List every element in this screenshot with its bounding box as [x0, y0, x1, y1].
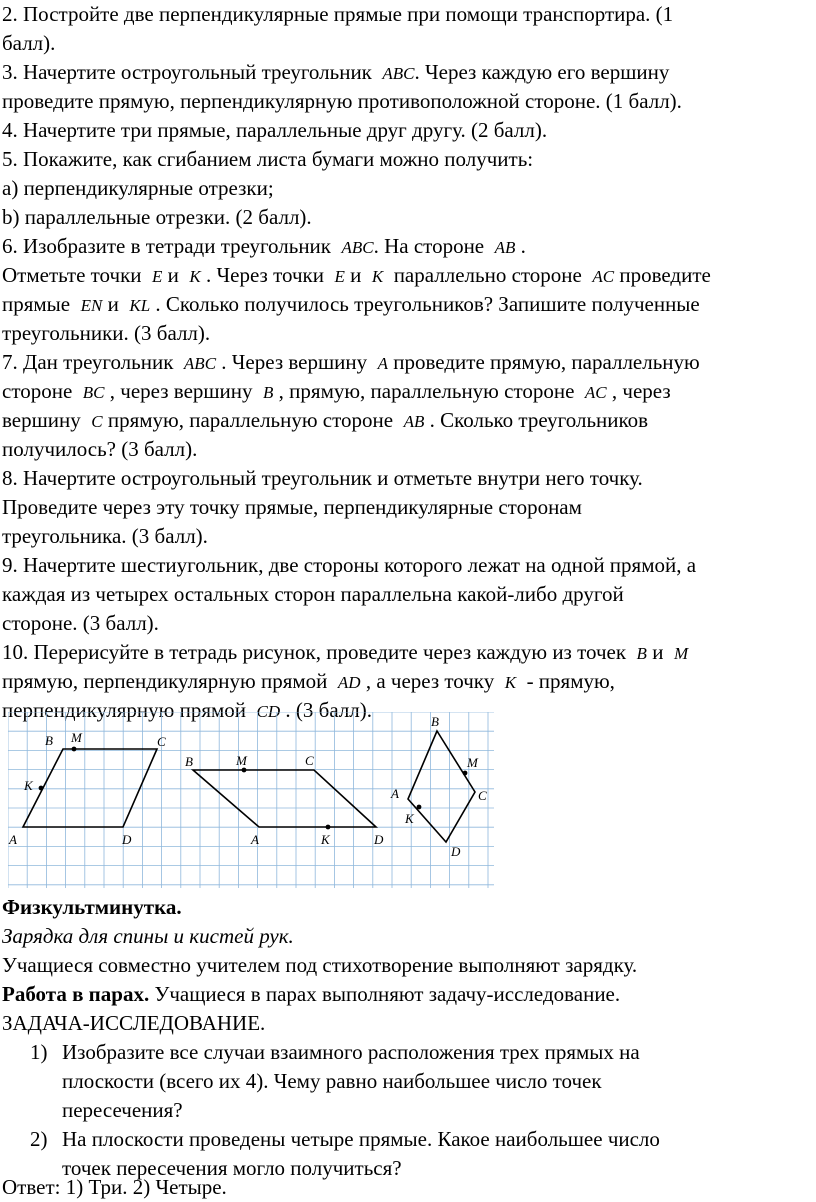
label-a: A — [251, 832, 259, 847]
point-k-dot — [39, 786, 44, 791]
label-c: C — [157, 734, 166, 749]
trapezoid-abcd — [193, 770, 376, 827]
exercise-text: Учащиеся совместно учителем под стихотворение выполняют зарядку. — [2, 953, 638, 977]
figure-2-trapezoid — [185, 753, 384, 847]
task-9-line-1: 9. Начертите шестиугольник, две стороны которого лежат на одной прямой, а — [2, 553, 697, 577]
label-c: C — [478, 788, 487, 803]
label-b: B — [185, 754, 193, 769]
research-item-2-line-1: На плоскости проведены четыре прямые. Какое наибольшее число — [62, 1127, 660, 1151]
research-item-2-line-2: точек пересечения могло получиться? — [62, 1156, 402, 1180]
research-item-1-line-3: пересечения? — [62, 1098, 183, 1122]
task-10-line-1: 10. Перерисуйте в тетрадь рисунок, проведите через каждую из точек B и M — [2, 640, 689, 664]
task-7-line-3: вершину C прямую, параллельную стороне AB . Сколько треугольников — [2, 408, 649, 432]
task-7-line-1: 7. Дан треугольник ABC . Через вершину A проведите прямую, параллельную — [2, 350, 700, 374]
research-item-2-number: 2) — [30, 1127, 48, 1151]
rhombus-abcd — [408, 731, 475, 842]
task-3-line-1: 3. Начертите остроугольный треугольник ABC. Через каждую его вершину — [2, 60, 670, 84]
task-6-line-2: Отметьте точки E и K . Через точки E и K параллельно стороне AC проведите — [2, 263, 711, 287]
task-5-item-b: b) параллельные отрезки. (2 балл). — [2, 205, 312, 229]
geometry-figure-svg — [8, 712, 494, 888]
point-m-dot — [463, 771, 468, 776]
label-d: D — [451, 844, 461, 859]
task-8-line-3: треугольника. (3 балл). — [2, 524, 208, 548]
task-7-line-4: получилось? (3 балл). — [2, 437, 198, 461]
point-m-dot — [72, 747, 77, 752]
label-d: D — [374, 832, 384, 847]
exercise-subtitle: Зарядка для спины и кистей рук. — [2, 924, 294, 948]
task-10-line-3: перпендикулярную прямой CD . (3 балл). — [2, 698, 373, 722]
task-6-line-1: 6. Изобразите в тетради треугольник ABC. На стороне AB . — [2, 234, 526, 258]
task-2-line-1: 2. Постройте две перпендикулярные прямые при помощи транспортира. (1 — [2, 2, 674, 26]
point-k-dot — [326, 825, 331, 830]
label-b: B — [431, 714, 439, 729]
task-6-line-3: прямые EN и KL . Сколько получилось треугольников? Запишите полученные — [2, 292, 700, 316]
task-3-line-2: проведите прямую, перпендикулярную противоположной стороне. (1 балл). — [2, 89, 682, 113]
task-9-line-2: каждая из четырех остальных сторон параллельна какой-либо другой — [2, 582, 624, 606]
label-m: M — [71, 730, 82, 745]
label-m: M — [236, 753, 247, 768]
task-2-line-2: балл). — [2, 31, 56, 55]
task-7-line-2: стороне BC , через вершину B , прямую, параллельную стороне AC , через — [2, 379, 671, 403]
task-10-line-2: прямую, перпендикулярную прямой AD , а через точку K - прямую, — [2, 669, 615, 693]
label-d: D — [122, 832, 132, 847]
label-c: C — [305, 753, 314, 768]
point-m-dot — [242, 768, 247, 773]
label-a: A — [391, 786, 399, 801]
research-title: ЗАДАЧА-ИССЛЕДОВАНИЕ. — [2, 1011, 266, 1035]
label-b: B — [45, 733, 53, 748]
label-k: K — [405, 811, 414, 826]
label-k: K — [24, 778, 33, 793]
research-item-1-line-1: Изобразите все случаи взаимного расположения трех прямых на — [62, 1040, 640, 1064]
task-8-line-1: 8. Начертите остроугольный треугольник и отметьте внутри него точку. — [2, 466, 643, 490]
label-k: K — [321, 832, 330, 847]
research-item-1-number: 1) — [30, 1040, 48, 1064]
task-8-line-2: Проведите через эту точку прямые, перпендикулярные сторонам — [2, 495, 582, 519]
task-6-line-4: треугольники. (3 балл). — [2, 321, 211, 345]
task-4-line-1: 4. Начертите три прямые, параллельные друг другу. (2 балл). — [2, 118, 548, 142]
research-item-1-line-2: плоскости (всего их 4). Чему равно наибольшее число точек — [62, 1069, 602, 1093]
task-9-line-3: стороне. (3 балл). — [2, 611, 159, 635]
exercise-title: Физкультминутка. — [2, 895, 182, 919]
figure-3-rhombus — [390, 714, 487, 859]
task-5-item-a: а) перпендикулярные отрезки; — [2, 176, 274, 200]
point-k-dot — [417, 805, 422, 810]
pairs-line: Работа в парах. Учащиеся в парах выполняют задачу-исследование. — [2, 982, 621, 1006]
geometry-figure — [8, 712, 494, 888]
task-5-line-1: 5. Покажите, как сгибанием листа бумаги можно получить: — [2, 147, 534, 171]
label-a: A — [9, 832, 17, 847]
label-m: M — [467, 755, 478, 770]
answer-line: Ответ: 1) Три. 2) Четыре. — [2, 1175, 227, 1199]
